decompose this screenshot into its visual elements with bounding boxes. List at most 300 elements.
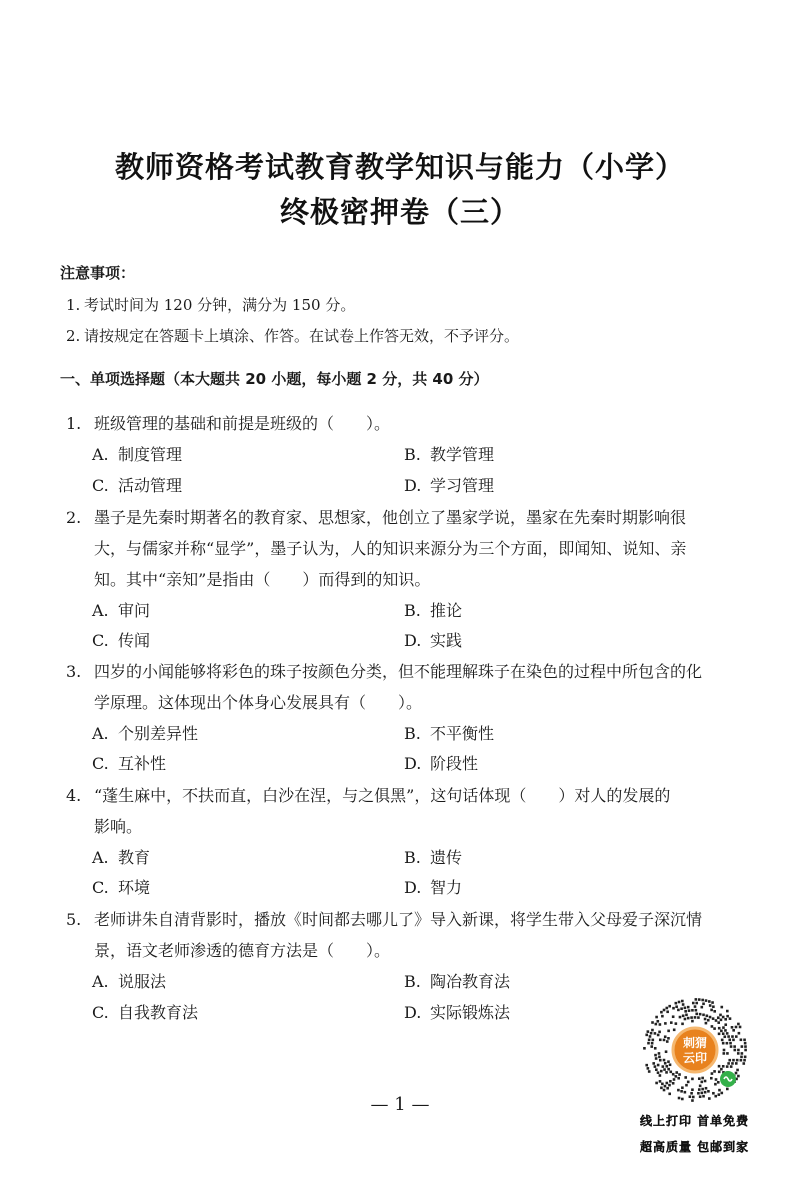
qr-module bbox=[743, 1039, 746, 1042]
qr-module bbox=[645, 1034, 648, 1037]
qr-module bbox=[731, 1026, 734, 1029]
qr-module bbox=[695, 1002, 698, 1005]
qr-module bbox=[691, 1020, 694, 1023]
qr-module bbox=[663, 1068, 666, 1071]
qr-badge-text-1: 刺猬 bbox=[682, 1036, 708, 1050]
option-text: 审问 bbox=[118, 601, 151, 620]
qr-module bbox=[743, 1059, 746, 1062]
qr-module bbox=[702, 1002, 705, 1005]
qr-module bbox=[652, 1039, 655, 1042]
qr-module bbox=[700, 1081, 703, 1084]
question-stem bbox=[66, 659, 702, 682]
qr-module bbox=[720, 1019, 723, 1022]
qr-module bbox=[737, 1052, 740, 1055]
qr-module bbox=[709, 1016, 712, 1019]
qr-module bbox=[682, 1014, 685, 1017]
option-text: 学习管理 bbox=[430, 476, 495, 495]
qr-module bbox=[666, 1010, 669, 1013]
qr-module bbox=[665, 1050, 668, 1053]
qr-module bbox=[664, 1022, 667, 1025]
option-d bbox=[404, 751, 478, 774]
option-letter: A. bbox=[92, 848, 109, 867]
qr-module bbox=[726, 1052, 729, 1055]
qr-module bbox=[723, 1052, 726, 1055]
qr-module bbox=[730, 1045, 733, 1048]
option-letter: B. bbox=[404, 848, 421, 867]
option-c bbox=[92, 1000, 198, 1023]
qr-module bbox=[648, 1070, 651, 1073]
qr-module bbox=[724, 1023, 727, 1026]
qr-module bbox=[691, 1099, 694, 1102]
qr-module bbox=[663, 1089, 666, 1092]
qr-module bbox=[732, 1059, 735, 1062]
qr-module bbox=[667, 1030, 670, 1033]
qr-module bbox=[700, 1006, 703, 1009]
qr-module bbox=[697, 1092, 700, 1095]
option-text: 不平衡性 bbox=[430, 724, 495, 743]
qr-module bbox=[668, 1084, 671, 1087]
option-c bbox=[92, 751, 166, 774]
qr-module bbox=[724, 1018, 727, 1021]
option-b bbox=[404, 721, 494, 744]
qr-module bbox=[723, 1035, 726, 1038]
option-a bbox=[92, 969, 166, 992]
question-number: 2. bbox=[66, 508, 82, 527]
qr-module bbox=[672, 1015, 675, 1018]
qr-module bbox=[663, 1009, 666, 1012]
option-text: 说服法 bbox=[118, 972, 167, 991]
qr-module bbox=[661, 1015, 664, 1018]
question-text-line: 影响。 bbox=[94, 817, 143, 836]
qr-module bbox=[655, 1068, 658, 1071]
option-text: 阶段性 bbox=[430, 754, 479, 773]
qr-module bbox=[718, 1089, 721, 1092]
question-stem bbox=[66, 907, 702, 930]
qr-module bbox=[651, 1042, 654, 1045]
qr-module bbox=[664, 1062, 667, 1065]
qr-module bbox=[649, 1035, 652, 1038]
qr-module bbox=[664, 1035, 667, 1038]
qr-module bbox=[717, 1081, 720, 1084]
qr-module bbox=[697, 1016, 700, 1019]
qr-module bbox=[657, 1071, 660, 1074]
qr-module bbox=[704, 1080, 707, 1083]
stamp-slogan-1: 线上打印 首单免费 bbox=[640, 1114, 750, 1128]
qr-module bbox=[726, 1088, 729, 1091]
qr-module bbox=[691, 1009, 694, 1012]
qr-module bbox=[744, 1045, 747, 1048]
qr-module bbox=[712, 1005, 715, 1008]
qr-module bbox=[684, 1076, 687, 1079]
option-text: 传闻 bbox=[118, 631, 151, 650]
qr-module bbox=[663, 1039, 666, 1042]
option-letter: C. bbox=[92, 878, 109, 897]
qr-module bbox=[722, 1065, 725, 1068]
qr-module bbox=[677, 1077, 680, 1080]
qr-module bbox=[718, 1071, 721, 1074]
qr-module bbox=[722, 1016, 725, 1019]
qr-module bbox=[659, 1059, 662, 1062]
qr-module bbox=[667, 1068, 670, 1071]
qr-module bbox=[689, 1095, 692, 1098]
qr-module bbox=[684, 1018, 687, 1021]
qr-module bbox=[678, 1001, 681, 1004]
qr-module bbox=[731, 1035, 734, 1038]
qr-module bbox=[655, 1016, 658, 1019]
qr-module bbox=[682, 1003, 685, 1006]
qr-module bbox=[704, 1018, 707, 1021]
qr-module bbox=[670, 1021, 673, 1024]
qr-module bbox=[650, 1045, 653, 1048]
qr-module bbox=[710, 1077, 713, 1080]
option-d bbox=[404, 875, 462, 898]
qr-module bbox=[647, 1067, 650, 1070]
qr-module bbox=[650, 1032, 653, 1035]
qr-module bbox=[654, 1065, 657, 1068]
qr-module bbox=[695, 1009, 698, 1012]
qr-module bbox=[728, 1059, 731, 1062]
qr-module bbox=[720, 1068, 723, 1071]
question-text-line: 大，与儒家并称“显学”，墨子认为，人的知识来源分为三个方面，即闻知、说知、亲 bbox=[94, 539, 687, 558]
option-c bbox=[92, 628, 150, 651]
qr-module bbox=[657, 1034, 660, 1037]
qr-module bbox=[721, 1039, 724, 1042]
qr-module bbox=[662, 1065, 665, 1068]
qr-module bbox=[663, 1059, 666, 1062]
qr-module bbox=[735, 1035, 738, 1038]
qr-module bbox=[651, 1029, 654, 1032]
qr-module bbox=[720, 1092, 723, 1095]
qr-module bbox=[658, 1031, 661, 1034]
qr-module bbox=[737, 1023, 740, 1026]
qr-module bbox=[698, 1077, 701, 1080]
question-text: “蓬生麻中，不扶而直，白沙在涅，与之俱黑”，这句话体现（ ）对人的发展的 bbox=[94, 786, 671, 805]
qr-module bbox=[718, 1065, 721, 1068]
qr-module bbox=[675, 1002, 678, 1005]
qr-module bbox=[659, 1023, 662, 1026]
qr-module bbox=[673, 1029, 676, 1032]
qr-module bbox=[666, 1082, 669, 1085]
qr-module bbox=[711, 1072, 714, 1075]
qr-module bbox=[732, 1039, 735, 1042]
qr-module bbox=[705, 1087, 708, 1090]
qr-module bbox=[681, 1023, 684, 1026]
qr-module bbox=[714, 1095, 717, 1098]
qr-module bbox=[654, 1047, 657, 1050]
option-d bbox=[404, 473, 494, 496]
option-text: 遗传 bbox=[430, 848, 463, 867]
qr-module bbox=[702, 1095, 705, 1098]
qr-module bbox=[678, 1097, 681, 1100]
qr-module bbox=[685, 1014, 688, 1017]
qr-module bbox=[659, 1080, 662, 1083]
option-letter: B. bbox=[404, 601, 421, 620]
qr-module bbox=[692, 1002, 695, 1005]
qr-module bbox=[711, 1025, 714, 1028]
qr-module bbox=[705, 1022, 708, 1025]
option-text: 教学管理 bbox=[430, 445, 495, 464]
option-text: 自我教育法 bbox=[118, 1003, 199, 1022]
qr-module bbox=[707, 1019, 710, 1022]
qr-module bbox=[733, 1045, 736, 1048]
option-text: 实际锻炼法 bbox=[430, 1003, 511, 1022]
qr-module bbox=[740, 1059, 743, 1062]
qr-module bbox=[699, 1095, 702, 1098]
qr-module bbox=[712, 1092, 715, 1095]
qr-module bbox=[715, 1019, 718, 1022]
question-stem bbox=[66, 783, 670, 806]
question-text-line: 知。其中“亲知”是指由（ ）而得到的知识。 bbox=[94, 570, 431, 589]
qr-module bbox=[710, 1009, 713, 1012]
qr-module bbox=[647, 1042, 650, 1045]
qr-module bbox=[647, 1030, 650, 1033]
qr-module bbox=[708, 1000, 711, 1003]
qr-module bbox=[724, 1029, 727, 1032]
qr-module bbox=[726, 1010, 729, 1013]
qr-module bbox=[742, 1062, 745, 1065]
qr-module bbox=[699, 1013, 702, 1016]
option-letter: C. bbox=[92, 631, 109, 650]
qr-module bbox=[720, 1006, 723, 1009]
qr-module bbox=[680, 1007, 683, 1010]
option-c bbox=[92, 875, 150, 898]
qr-module bbox=[705, 999, 708, 1002]
qr-module bbox=[741, 1045, 744, 1048]
option-letter: D. bbox=[404, 476, 422, 495]
qr-module bbox=[698, 998, 701, 1001]
qr-module bbox=[729, 1042, 732, 1045]
qr-module bbox=[691, 1088, 694, 1091]
option-letter: A. bbox=[92, 724, 109, 743]
qr-module bbox=[707, 1090, 710, 1093]
option-letter: B. bbox=[404, 724, 421, 743]
qr-module bbox=[729, 1017, 732, 1020]
qr-module bbox=[684, 1007, 687, 1010]
option-b bbox=[404, 442, 494, 465]
option-a bbox=[92, 442, 182, 465]
option-a bbox=[92, 598, 150, 621]
qr-module bbox=[723, 1049, 726, 1052]
qr-module bbox=[744, 1042, 747, 1045]
notice-item-number: 2. bbox=[66, 327, 81, 345]
qr-module bbox=[669, 1063, 672, 1066]
qr-module bbox=[668, 1005, 671, 1008]
qr-module bbox=[667, 1037, 670, 1040]
qr-module bbox=[669, 1080, 672, 1083]
qr-module bbox=[655, 1023, 658, 1026]
option-text: 实践 bbox=[430, 631, 463, 650]
qr-module bbox=[737, 1075, 740, 1078]
qr-module bbox=[735, 1072, 738, 1075]
qr-module bbox=[648, 1038, 651, 1041]
option-a bbox=[92, 845, 150, 868]
qr-module bbox=[704, 1091, 707, 1094]
qr-module bbox=[657, 1064, 660, 1067]
notice-item bbox=[66, 325, 519, 346]
qr-module bbox=[731, 1062, 734, 1065]
qr-module bbox=[726, 1015, 729, 1018]
qr-module bbox=[708, 1097, 711, 1100]
qr-module bbox=[706, 1014, 709, 1017]
qr-module bbox=[666, 1087, 669, 1090]
qr-module bbox=[657, 1020, 660, 1023]
qr-module bbox=[727, 1062, 730, 1065]
qr-module bbox=[744, 1056, 747, 1059]
option-letter: B. bbox=[404, 972, 421, 991]
qr-module bbox=[687, 1006, 690, 1009]
qr-module bbox=[679, 1016, 682, 1019]
option-a bbox=[92, 721, 198, 744]
qr-module bbox=[740, 1038, 743, 1041]
qr-module bbox=[718, 1093, 721, 1096]
qr-module bbox=[695, 998, 698, 1001]
option-letter: C. bbox=[92, 754, 109, 773]
qr-module bbox=[691, 1078, 694, 1081]
qr-module bbox=[722, 1032, 725, 1035]
qr-module bbox=[654, 1032, 657, 1035]
qr-module bbox=[692, 1096, 695, 1099]
qr-module bbox=[701, 999, 704, 1002]
option-letter: A. bbox=[92, 601, 109, 620]
notice-item bbox=[66, 294, 355, 315]
qr-module bbox=[712, 1017, 715, 1020]
qr-module bbox=[734, 1049, 737, 1052]
qr-module bbox=[711, 1001, 714, 1004]
qr-module bbox=[655, 1082, 658, 1085]
qr-module bbox=[660, 1070, 663, 1073]
qr-module bbox=[677, 1089, 680, 1092]
qr-module bbox=[659, 1074, 662, 1077]
exam-subtitle: 终极密押卷（三） bbox=[279, 195, 520, 229]
qr-module bbox=[726, 1042, 729, 1045]
qr-module bbox=[675, 1022, 678, 1025]
question-number: 5. bbox=[66, 910, 82, 929]
qr-module bbox=[675, 1071, 678, 1074]
qr-module bbox=[702, 1014, 705, 1017]
qr-module bbox=[665, 1071, 668, 1074]
qr-module bbox=[714, 1083, 717, 1086]
qr-module bbox=[684, 1010, 687, 1013]
qr-module bbox=[665, 1065, 668, 1068]
qr-badge-text-2: 云印 bbox=[682, 1051, 708, 1065]
qr-module bbox=[722, 1042, 725, 1045]
qr-module bbox=[688, 1009, 691, 1012]
option-letter: C. bbox=[92, 1003, 109, 1022]
qr-module bbox=[720, 1030, 723, 1033]
qr-module bbox=[737, 1049, 740, 1052]
qr-module bbox=[722, 1026, 725, 1029]
option-text: 推论 bbox=[430, 601, 463, 620]
option-text: 教育 bbox=[118, 848, 151, 867]
qr-module bbox=[669, 1071, 672, 1074]
question-number: 1. bbox=[66, 414, 82, 433]
qr-module bbox=[667, 1060, 670, 1063]
qr-module bbox=[713, 1027, 716, 1030]
qr-module bbox=[660, 1087, 663, 1090]
option-text: 智力 bbox=[430, 878, 463, 897]
question-text: 墨子是先秦时期著名的教育家、思想家，他创立了墨家学说，墨家在先秦时期影响很 bbox=[94, 508, 687, 527]
qr-module bbox=[643, 1047, 646, 1050]
qr-module bbox=[699, 1085, 702, 1088]
qr-module bbox=[718, 1027, 721, 1030]
exam-title: 教师资格考试教育教学知识与能力（小学） bbox=[114, 150, 685, 184]
qr-module bbox=[675, 1075, 678, 1078]
option-c bbox=[92, 473, 182, 496]
notice-item-number: 1. bbox=[66, 296, 81, 314]
option-b bbox=[404, 845, 462, 868]
qr-module bbox=[736, 1059, 739, 1062]
option-letter: C. bbox=[92, 476, 109, 495]
option-text: 互补性 bbox=[118, 754, 167, 773]
qr-module bbox=[713, 1070, 716, 1073]
question-text-line: 景，语文老师渗透的德育方法是（ ）。 bbox=[94, 941, 391, 960]
option-text: 活动管理 bbox=[118, 476, 183, 495]
qr-module bbox=[658, 1052, 661, 1055]
qr-module bbox=[651, 1021, 654, 1024]
qr-module bbox=[681, 1086, 684, 1089]
qr-module bbox=[659, 1039, 662, 1042]
option-d bbox=[404, 1000, 510, 1023]
qr-module bbox=[701, 1088, 704, 1091]
qr-module bbox=[726, 1065, 729, 1068]
notice-heading: 注意事项： bbox=[60, 264, 136, 282]
notice-item-text: 请按规定在答题卡上填涂、作答。在试卷上作答无效，不予评分。 bbox=[84, 327, 520, 345]
qr-module bbox=[694, 1016, 697, 1019]
qr-module bbox=[684, 1091, 687, 1094]
qr-module bbox=[694, 1005, 697, 1008]
qr-code bbox=[640, 995, 750, 1105]
question-text: 四岁的小闻能够将彩色的珠子按颜色分类，但不能理解珠子在染色的过程中所包含的化 bbox=[94, 662, 703, 681]
qr-module bbox=[672, 1082, 675, 1085]
qr-module bbox=[672, 1073, 675, 1076]
page-number: — 1 — bbox=[370, 1094, 430, 1115]
qr-code-graphic bbox=[640, 995, 750, 1105]
option-letter: A. bbox=[92, 445, 109, 464]
question-number: 4. bbox=[66, 786, 82, 805]
qr-module bbox=[736, 1069, 739, 1072]
option-b bbox=[404, 969, 510, 992]
qr-module bbox=[677, 1009, 680, 1012]
qr-module bbox=[713, 1010, 716, 1013]
qr-module bbox=[732, 1029, 735, 1032]
qr-badge bbox=[673, 1028, 717, 1072]
qr-module bbox=[740, 1056, 743, 1059]
qr-module bbox=[718, 1033, 721, 1036]
option-letter: D. bbox=[404, 878, 422, 897]
option-b bbox=[404, 598, 462, 621]
question-stem bbox=[66, 505, 686, 528]
qr-module bbox=[738, 1032, 741, 1035]
qr-module bbox=[727, 1035, 730, 1038]
option-text: 陶冶教育法 bbox=[430, 972, 511, 991]
qr-module bbox=[744, 1049, 747, 1052]
qr-module bbox=[673, 1078, 676, 1081]
qr-module bbox=[717, 1016, 720, 1019]
option-text: 个别差异性 bbox=[118, 724, 199, 743]
stamp-slogan-2: 超高质量 包邮到家 bbox=[640, 1140, 750, 1154]
qr-module bbox=[681, 1098, 684, 1101]
qr-module bbox=[654, 1054, 657, 1057]
notice-item-text: 考试时间为 120 分钟，满分为 150 分。 bbox=[84, 296, 356, 314]
qr-module bbox=[730, 1065, 733, 1068]
qr-module bbox=[739, 1026, 742, 1029]
qr-module bbox=[668, 1093, 671, 1096]
qr-module bbox=[695, 1013, 698, 1016]
qr-module bbox=[660, 1011, 663, 1014]
qr-module bbox=[680, 1090, 683, 1093]
qr-module bbox=[735, 1062, 738, 1065]
option-letter: B. bbox=[404, 445, 421, 464]
